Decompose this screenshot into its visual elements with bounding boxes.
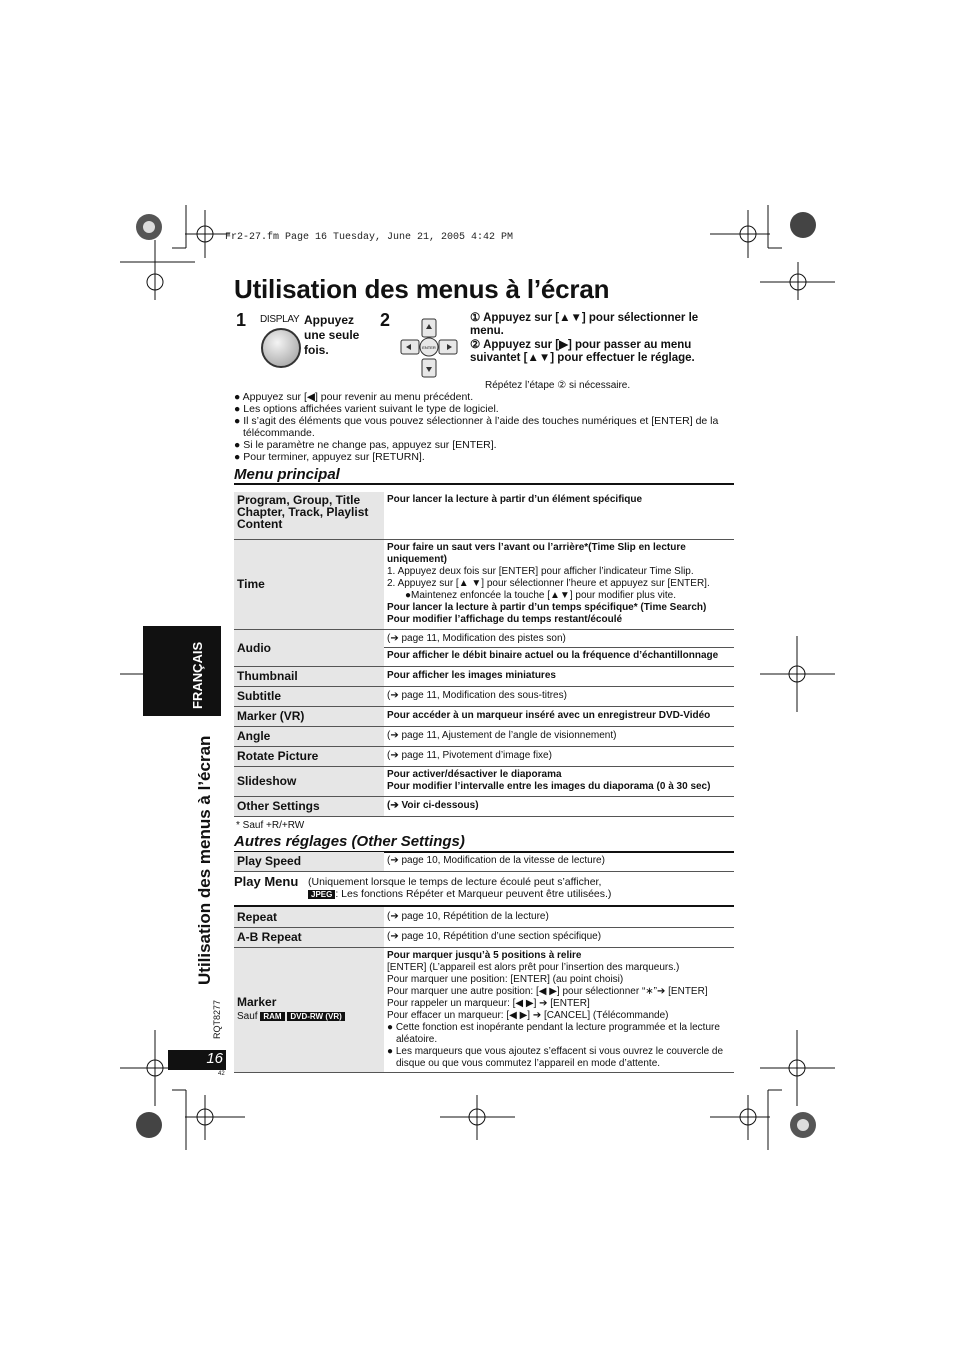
table-row [234,539,734,629]
table-row [234,492,734,539]
row-key: Angle [234,726,384,746]
row-line: Pour rappeler un marqueur: [◀ ▶] ➔ [ENTER] [387,997,590,1009]
menu-principal-table [234,492,734,817]
row-line: ● Les marqueurs que vous ajoutez s’effacent si vous ouvrez le couvercle de disque ou que vous commutez l’appareil en mode d’attente. [387,1045,724,1069]
enter-key-label: ENTER [422,345,436,350]
row-key: Other Settings [234,796,384,816]
display-button-icon [261,328,301,368]
table-row [234,766,734,796]
row-key: Time [234,539,384,629]
row-line: Pour faire un saut vers l’avant ou l’arrière*(Time Slip en lecture uniquement) [387,542,686,565]
autres-heading: Autres réglages (Other Settings) [234,833,465,850]
row-key: Play Speed [234,852,384,871]
row-value: (➔ page 11, Ajustement de l’angle de visionnement) [387,730,617,741]
language-label: FRANÇAIS [190,641,205,709]
row-value: (➔ page 10, Modification de la vitesse de lecture) [387,855,605,867]
play-speed-table [234,852,734,872]
row-key: Slideshow [234,766,384,796]
row-key: Program, Group, Title Chapter, Track, Playlist Content [234,492,384,539]
row-value: (➔ page 10, Répétition de la lecture) [387,910,549,922]
row-line: Pour afficher le débit binaire actuel ou la fréquence d’échantillonnage [384,647,734,662]
row-value: Pour lancer la lecture à partir d’un élément spécifique [387,494,643,505]
play-menu-table [234,907,734,1073]
display-label: DISPLAY [260,314,300,325]
row-line: Pour marquer une autre position: [◀ ▶] pour sélectionner “∗”➔ [ENTER] [387,985,708,997]
table-row [234,706,734,726]
row-line: Pour marquer une position: [ENTER] (au point choisi) [387,973,624,985]
row-line: Pour marquer jusqu’à 5 positions à relire [387,949,582,961]
table-row [234,947,734,1072]
jpeg-tag: JPEG [308,890,335,899]
table-row [234,629,734,666]
step-2-number: 2 [380,310,391,330]
row-key: Marker [237,995,277,1009]
bullet-item: ● Pour terminer, appuyez sur [RETURN]. [234,451,425,463]
row-value: (➔ Voir ci-dessous) [387,800,479,811]
page-number: 16 [168,1050,226,1070]
page-title: Utilisation des menus à l’écran [234,274,610,304]
row-key: Rotate Picture [234,746,384,766]
menu-principal-heading: Menu principal [234,466,340,483]
row-key: Subtitle [234,686,384,706]
step-1-text: Appuyez une seule fois. [304,313,360,357]
row-line: Pour effacer un marqueur: [◀ ▶] ➔ [CANCEL] (Télécommande) [387,1009,669,1021]
row-line: Pour activer/désactiver le diaporama [387,769,562,780]
step-2-item-1: ① Appuyez sur [▲▼] pour sélectionner le menu. [470,312,699,337]
file-header: Fr2-27.fm Page 16 Tuesday, June 21, 2005 4:42 PM [225,232,514,243]
row-line: (➔ page 11, Modification des pistes son) [387,633,566,644]
row-line: Pour modifier l’affichage du temps restant/écoulé [387,614,623,625]
row-line: ● Cette fonction est inopérante pendant la lecture programmée et la lecture aléatoire. [387,1021,720,1045]
table-row [234,726,734,746]
row-line: 1. Appuyez deux fois sur [ENTER] pour afficher l’indicateur Time Slip. [387,566,694,577]
table-row [234,686,734,706]
play-menu-note-2 [308,888,611,900]
row-key: Repeat [234,907,384,927]
step-1-number: 1 [236,310,247,330]
step-2-repeat: Répétez l’étape ② si nécessaire. [485,380,631,391]
table-row [234,746,734,766]
row-value: (➔ page 10, Répétition d’une section spécifique) [387,931,602,942]
sauf-label: Sauf [237,1011,258,1022]
table-row [234,796,734,816]
ram-tag: RAM [260,1012,284,1021]
table-row [234,666,734,686]
small-page-number: 42 [218,1071,225,1077]
bullet-item: ● Il s’agit des éléments que vous pouvez sélectionner à l’aide des touches numériques et [ENTER] de la télécommande. [234,415,719,439]
row-line: Pour lancer la lecture à partir d’un temps spécifique* (Time Search) [387,602,707,613]
row-line: [ENTER] (L’appareil est alors prêt pour l’insertion des marqueurs.) [387,961,680,973]
row-value: (➔ page 11, Modification des sous-titres) [387,690,567,701]
row-key: Marker (VR) [234,706,384,726]
bullet-item: ● Les options affichées varient suivant le type de logiciel. [234,403,499,415]
bullet-item: ● Si le paramètre ne change pas, appuyez sur [ENTER]. [234,439,497,451]
row-key: Thumbnail [234,666,384,686]
section-rule [234,483,734,485]
marker-exceptions [237,1011,381,1023]
table-row [234,907,734,927]
bullet-item: ● Appuyez sur [◀] pour revenir au menu précédent. [234,391,474,403]
row-key: A-B Repeat [234,927,384,947]
row-key: Audio [234,629,384,666]
rqt-code: RQT8277 [212,1000,222,1040]
row-line: ●Maintenez enfoncée la touche [▲▼] pour modifier plus vite. [405,590,676,601]
table-row [234,852,734,871]
play-menu-label: Play Menu [234,874,299,889]
row-line: 2. Appuyez sur [▲ ▼] pour sélectionner l’heure et appuyez sur [ENTER]. [387,578,710,589]
dvd-rw-tag: DVD-RW (VR) [287,1012,344,1021]
cursor-pad-icon [400,318,460,378]
play-menu-note: (Uniquement lorsque le temps de lecture écoulé peut s’afficher, [308,876,602,888]
instruction-bullets [234,391,734,463]
play-menu-note-text: : Les fonctions Répéter et Marqueur peuvent être utilisées.) [335,888,612,900]
row-line: Pour modifier l’intervalle entre les images du diaporama (0 à 30 sec) [387,781,711,792]
vertical-title: Utilisation des menus à l’écran [195,735,214,985]
row-value: Pour afficher les images miniatures [387,670,556,681]
row-value: (➔ page 11, Pivotement d’image fixe) [387,750,552,761]
row-value: Pour accéder à un marqueur inséré avec un enregistreur DVD-Vidéo [387,710,711,721]
table-row [234,927,734,947]
footnote: * Sauf +R/+RW [236,820,305,831]
step-2-item-2: ② Appuyez sur [▶] pour passer au menu suivantet [▲▼] pour effectuer le réglage. [470,339,695,364]
